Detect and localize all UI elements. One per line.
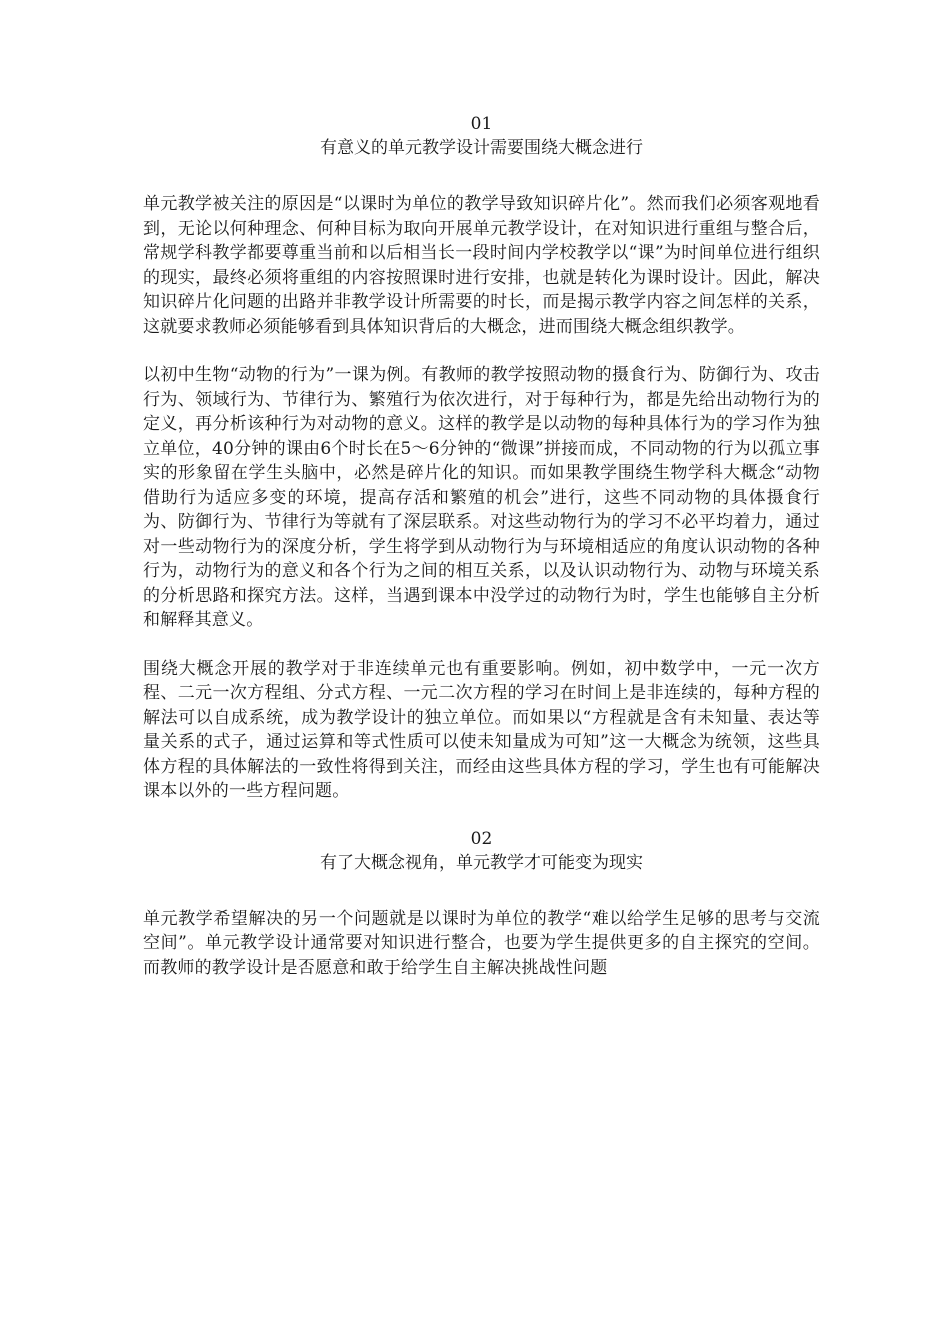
section-number: 01	[470, 114, 493, 134]
paragraph: 围绕大概念开展的教学对于非连续单元也有重要影响。例如，初中数学中，一元一次方程、二元一次方程组、分式方程、一元二次方程的学习在时间上是非连续的，每种方程的解法可以自成系统，成为教学设计的独立单位。而如果以“方程就是含有未知量、表达等量关系的式子，通过运算和等式性质可以使未知量成为可知”这一大概念为统领，这些具体方程的具体解法的一致性将得到关注，而经由这些具体方程的学习，学生也有可能解决课本以外的一些方程问题。	[143, 658, 820, 801]
paragraph: 单元教学希望解决的另一个问题就是以课时为单位的教学“难以给学生足够的思考与交流空间”。单元教学设计通常要对知识进行整合，也要为学生提供更多的自主探究的空间。而教师的教学设计是否愿意和敢于给学生自主解决挑战性问题	[143, 908, 820, 978]
document-body	[143, 112, 820, 980]
section-title: 有了大概念视角，单元教学才可能变为现实	[320, 852, 643, 873]
section-title: 有意义的单元教学设计需要围绕大概念进行	[320, 138, 643, 158]
section-number: 02	[470, 828, 493, 849]
section-heading-02	[143, 827, 820, 875]
paragraph: 以初中生物“动物的行为”一课为例。有教师的教学按照动物的摄食行为、防御行为、攻击行为、领域行为、节律行为、繁殖行为依次进行，对于每种行为，都是先给出动物行为的定义，再分析该种行为对动物的意义。这样的教学是以动物的每种具体行为的学习作为独立单位，40分钟的课由6个时长在5～6分钟的“微课”拼接而成，不同动物的行为以孤立事实的形象留在学生头脑中，必然是碎片化的知识。而如果教学围绕生物学科大概念“动物借助行为适应多变的环境，提高存活和繁殖的机会”进行，这些不同动物的具体摄食行为、防御行为、节律行为等就有了深层联系。对这些动物行为的学习不必平均着力，通过对一些动物行为的深度分析，学生将学到从动物行为与环境相适应的角度认识动物的各种行为，动物行为的意义和各个行为之间的相互关系，以及认识动物行为、动物与环境关系的分析思路和探究方法。这样，当遇到课本中没学过的动物行为时，学生也能够自主分析和解释其意义。	[143, 365, 820, 630]
section-heading-01	[143, 112, 820, 160]
paragraph: 单元教学被关注的原因是“以课时为单位的教学导致知识碎片化”。然而我们必须客观地看到，无论以何种理念、何种目标为取向开展单元教学设计，在对知识进行重组与整合后，常规学科教学都要尊重当前和以后相当长一段时间内学校教学以“课”为时间单位进行组织的现实，最终必须将重组的内容按照课时进行安排，也就是转化为课时设计。因此，解决知识碎片化问题的出路并非教学设计所需要的时长，而是揭示教学内容之间怎样的关系，这就要求教师必须能够看到具体知识背后的大概念，进而围绕大概念组织教学。	[143, 194, 820, 337]
